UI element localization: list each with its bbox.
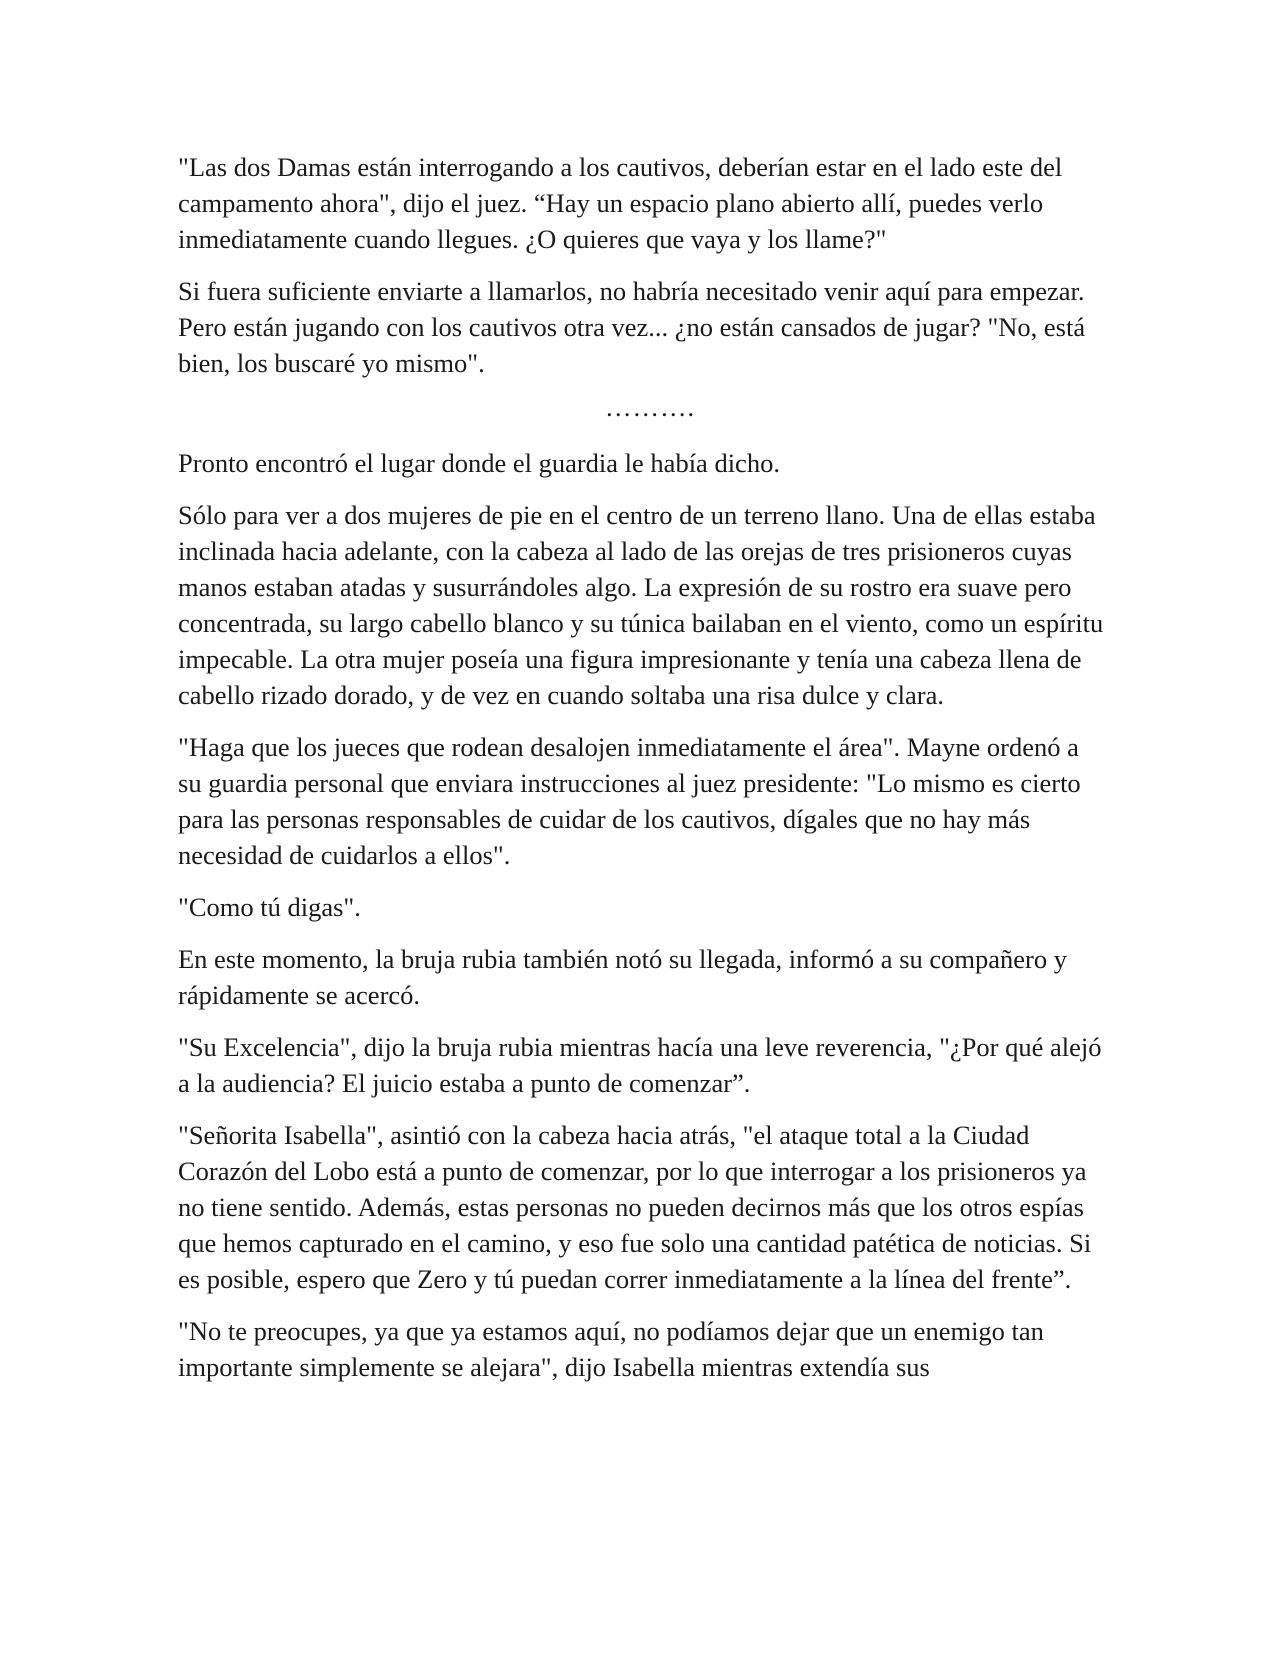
paragraph: "Señorita Isabella", asintió con la cabeza hacia atrás, "el ataque total a la Ciudad Corazón del Lobo está a punto de comenzar, por lo que interrogar a los prisioneros ya no tiene sentido. Además, estas personas no pueden decirnos más que los otros espías que hemos capturado en el camino, y eso fue solo una cantidad patética de noticias. Si es posible, espero que Zero y tú puedan correr inmediatamente a la línea del frente”. <box>178 1120 1092 1294</box>
paragraph: "Las dos Damas están interrogando a los cautivos, deberían estar en el lado este del campamento ahora", dijo el juez. “Hay un espacio plano abierto allí, puedes verlo inmediatamente cuando llegues. ¿O quieres que vaya y los llame?" <box>178 152 1063 254</box>
paragraph: Pronto encontró el lugar donde el guardia le había dicho. <box>178 448 780 478</box>
paragraph: "Como tú digas". <box>178 892 361 922</box>
section-separator: ………. <box>604 392 696 422</box>
paragraph: "No te preocupes, ya que ya estamos aquí, no podíamos dejar que un enemigo tan importante simplemente se alejara", dijo Isabella mientras extendía sus <box>178 1316 1044 1382</box>
paragraph: En este momento, la bruja rubia también notó su llegada, informó a su compañero y rápidamente se acercó. <box>178 944 1067 1010</box>
paragraph: "Su Excelencia", dijo la bruja rubia mientras hacía una leve reverencia, "¿Por qué alejó a la audiencia? El juicio estaba a punto de comenzar”. <box>178 1032 1102 1098</box>
paragraph: "Haga que los jueces que rodean desalojen inmediatamente el área". Mayne ordenó a su guardia personal que enviara instrucciones al juez presidente: "Lo mismo es cierto para las personas responsables de cuidar de los cautivos, dígales que no hay más necesidad de cuidarlos a ellos". <box>178 732 1081 870</box>
paragraph: Si fuera suficiente enviarte a llamarlos, no habría necesitado venir aquí para empezar. Pero están jugando con los cautivos otra vez... ¿no están cansados de jugar? "No, está bien, los buscaré yo mismo". <box>178 276 1086 378</box>
document-body <box>178 149 1108 1401</box>
paragraph: Sólo para ver a dos mujeres de pie en el centro de un terreno llano. Una de ellas estaba inclinada hacia adelante, con la cabeza al lado de las orejas de tres prisioneros cuyas manos estaban atadas y susurrándoles algo. La expresión de su rostro era suave pero concentrada, su largo cabello blanco y su túnica bailaban en el viento, como un espíritu impecable. La otra mujer poseía una figura impresionante y tenía una cabeza llena de cabello rizado dorado, y de vez en cuando soltaba una risa dulce y clara. <box>178 500 1104 710</box>
